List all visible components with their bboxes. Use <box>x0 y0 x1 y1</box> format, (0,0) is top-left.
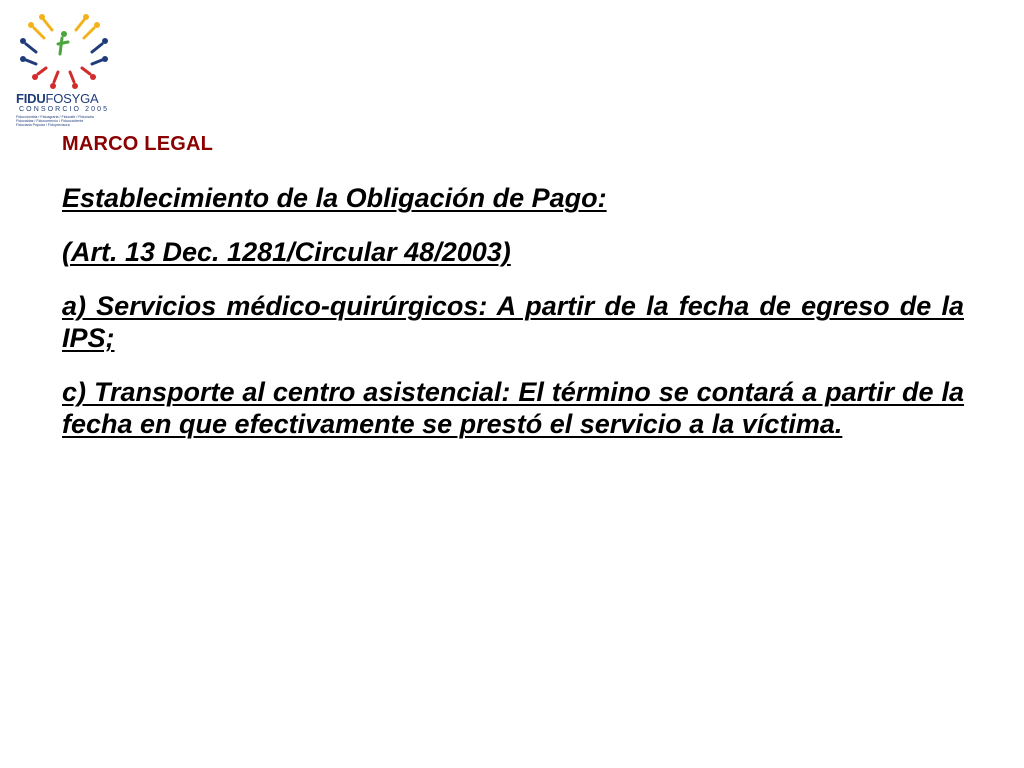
fidufosyga-logo <box>14 8 114 126</box>
logo-brand-regular: FOSYGA <box>45 91 99 106</box>
logo-members-line: Fiduciaria Popular / Fiduprevisora <box>16 123 70 127</box>
logo-members-line: Fiducaldas / Fiducomercio / Fiduoccidente <box>16 119 84 123</box>
item-a-text: a) Servicios médico-quirúrgicos: A partir de la fecha de egreso de la IPS; <box>62 291 964 353</box>
logo-brand-bold: FIDU <box>16 91 46 106</box>
logo-consorcio: CONSORCIO 2005 <box>19 106 110 113</box>
slide-heading: Establecimiento de la Obligación de Pago: <box>62 183 607 213</box>
item-c-text: c) Transporte al centro asistencial: El término se contará a partir de la fecha en que efectivamente se prestó el servicio a la víctima. <box>62 377 964 439</box>
logo-brand <box>16 91 99 106</box>
section-label: MARCO LEGAL <box>62 133 214 155</box>
slide-body <box>62 182 964 462</box>
legal-reference: (Art. 13 Dec. 1281/Circular 48/2003) <box>62 237 511 267</box>
logo-members-line: Fiducolombia / Fiduagraria / Fiducafe / Fiduciaria <box>16 115 94 119</box>
logo-figures-icon <box>14 8 114 90</box>
logo-members <box>16 115 136 127</box>
